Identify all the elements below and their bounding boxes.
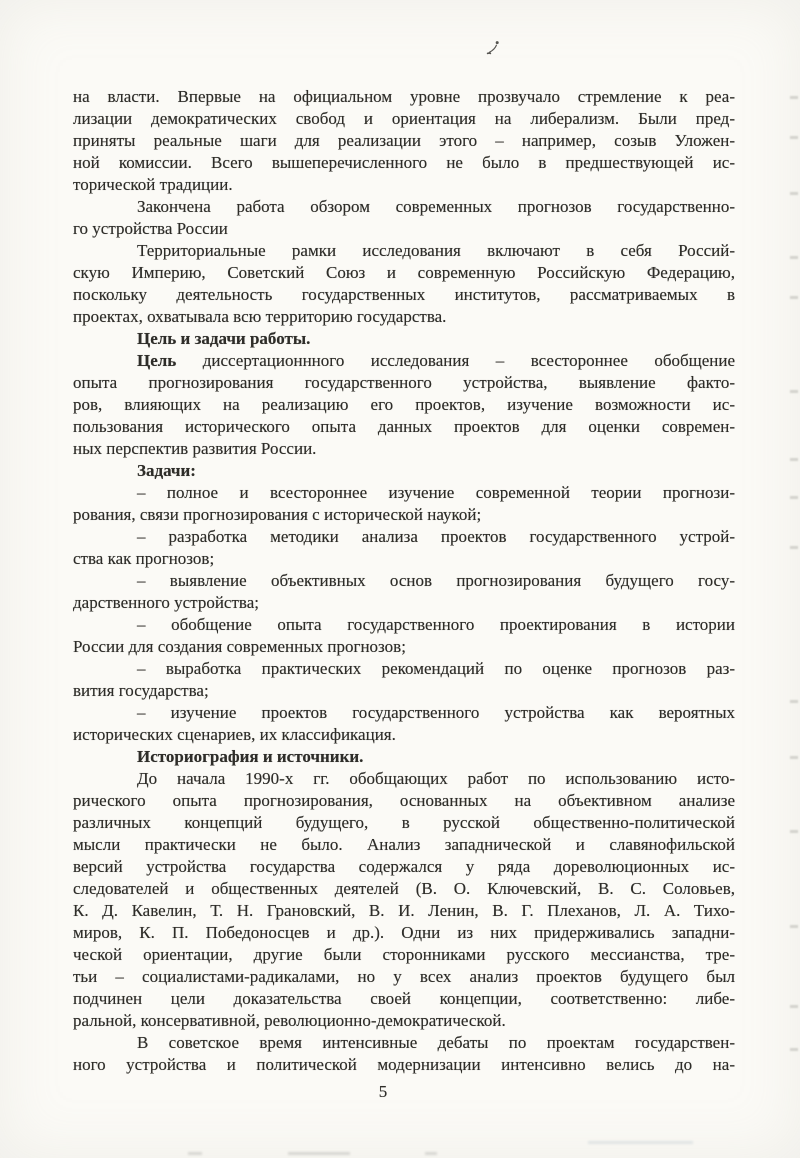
- text-line: Закончена работа обзором современных прогнозов государственно-: [137, 197, 735, 216]
- edge-artifact: [790, 458, 798, 461]
- text-line: До начала 1990-х гг. обобщающих работ по использованию исто-: [137, 769, 735, 788]
- edge-artifact: [790, 546, 798, 549]
- task-item-4: [73, 614, 735, 658]
- text-line: различных концепций будущего, в русской общественно-политической: [73, 813, 735, 832]
- text-line: поскольку деятельность государственных институтов, рассматриваемых в: [73, 285, 735, 304]
- scan-artifact: [188, 1152, 202, 1155]
- text-line: торической традиции.: [73, 175, 233, 194]
- text-line: [73, 350, 735, 372]
- text-block: [73, 86, 735, 1076]
- task-item-5: [73, 658, 735, 702]
- scan-artifact: [588, 1141, 693, 1144]
- edge-artifact: [790, 700, 798, 703]
- edge-artifact: [790, 1005, 798, 1008]
- text-line: пользования исторического опыта данных проектов для оценки современ-: [73, 417, 735, 436]
- para-power-continuation: [73, 86, 735, 196]
- text-line: – выработка практических рекомендаций по оценке прогнозов раз-: [137, 659, 735, 678]
- text-line: Территориальные рамки исследования включают в себя Россий-: [137, 241, 735, 260]
- text-line: рического опыта прогнозирования, основанных на объективном анализе: [73, 791, 735, 810]
- edge-artifact: [790, 756, 798, 759]
- text-line: – обобщение опыта государственного проектирования в истории: [137, 615, 735, 634]
- text-line: К. Д. Кавелин, Т. Н. Грановский, В. И. Ленин, В. Г. Плеханов, Л. А. Тихо-: [73, 901, 735, 920]
- edge-artifact: [790, 1048, 798, 1051]
- text-line: России для создания современных прогнозов;: [73, 637, 406, 656]
- text-line: ных перспектив развития России.: [73, 439, 317, 458]
- text-line: – разработка методики анализа проектов государственного устрой-: [137, 527, 735, 546]
- task-item-1: [73, 482, 735, 526]
- text-line: версий устройства государства содержался у ряда дореволюционных ис-: [73, 857, 735, 876]
- page-number: 5: [378, 1082, 388, 1101]
- para-work-conclusion: [73, 196, 735, 240]
- task-item-3: [73, 570, 735, 614]
- edge-artifact: [790, 296, 798, 299]
- edge-artifact: [790, 136, 798, 139]
- text-line: приняты реальные шаги для реализации этого – например, созыв Уложен-: [73, 131, 735, 150]
- edge-artifact: [790, 256, 798, 259]
- edge-artifact: [790, 192, 798, 195]
- heading-tasks: [73, 460, 735, 482]
- text-line: го устройства России: [73, 219, 228, 238]
- text-line: – выявление объективных основ прогнозирования будущего госу-: [137, 571, 735, 590]
- text-line: рования, связи прогнозирования с исторической наукой;: [73, 505, 482, 524]
- edge-artifact: [790, 830, 798, 833]
- text-line: ческой ориентации, другие были сторонниками русского мессианства, тре-: [73, 945, 735, 964]
- heading-line: Цель и задачи работы.: [137, 329, 311, 348]
- para-dissertation-goal: [73, 350, 735, 460]
- bold-lead-word: Цель: [137, 351, 177, 370]
- edge-artifact: [790, 390, 798, 393]
- para-soviet-era: [73, 1032, 735, 1076]
- task-item-2: [73, 526, 735, 570]
- heading-goal-and-tasks: [73, 328, 735, 350]
- line-text: диссертационнного исследования – всестороннее обобщение: [176, 351, 735, 370]
- para-historiography: [73, 768, 735, 1032]
- text-line: ральной, консервативной, революционно-демократической.: [73, 1011, 506, 1030]
- text-line: В советское время интенсивные дебаты по проектам государствен-: [137, 1033, 735, 1052]
- text-line: на власти. Впервые на официальном уровне прозвучало стремление к реа-: [73, 87, 735, 106]
- text-line: – изучение проектов государственного устройства как вероятных: [137, 703, 735, 722]
- heading-line: Задачи:: [137, 461, 196, 480]
- edge-artifact: [790, 96, 798, 99]
- text-line: тьи – социалистами-радикалами, но у всех анализ проектов будущего был: [73, 967, 735, 986]
- edge-artifact: [790, 496, 798, 499]
- text-line: ров, влияющих на реализацию его проектов, изучение возможности ис-: [73, 395, 735, 414]
- edge-artifact: [790, 925, 798, 928]
- para-territorial-scope: [73, 240, 735, 328]
- text-line: следователей и общественных деятелей (В. О. Ключевский, В. С. Соловьев,: [73, 879, 735, 898]
- text-line: мысли практически не было. Анализ западнической и славянофильской: [73, 835, 735, 854]
- heading-historiography: [73, 746, 735, 768]
- task-item-6: [73, 702, 735, 746]
- text-line: скую Империю, Советский Союз и современную Российскую Федерацию,: [73, 263, 735, 282]
- text-line: ства как прогнозов;: [73, 549, 215, 568]
- text-line: дарственного устройства;: [73, 593, 259, 612]
- text-line: проектах, охватывала всю территорию государства.: [73, 307, 447, 326]
- scan-artifact: [288, 1152, 350, 1155]
- text-line: исторических сценариев, их классификация.: [73, 725, 396, 744]
- text-line: ной комиссии. Всего вышеперечисленного не было в предшествующей ис-: [73, 153, 735, 172]
- text-line: опыта прогнозирования государственного устройства, выявление факто-: [73, 373, 735, 392]
- text-line: миров, К. П. Победоносцев и др.). Одни из них придерживались западни-: [73, 923, 735, 942]
- text-line: подчинен цели доказательства своей концепции, соответственно: либе-: [73, 989, 735, 1008]
- scan-artifact: [425, 1152, 437, 1155]
- ink-mark: [483, 38, 505, 60]
- text-line: ного устройства и политической модернизации интенсивно велись до на-: [73, 1055, 735, 1074]
- heading-line: Историография и источники.: [137, 747, 364, 766]
- text-line: лизации демократических свобод и ориентация на либерализм. Были пред-: [73, 109, 735, 128]
- text-line: вития государства;: [73, 681, 209, 700]
- text-line: – полное и всестороннее изучение современной теории прогнози-: [137, 483, 735, 502]
